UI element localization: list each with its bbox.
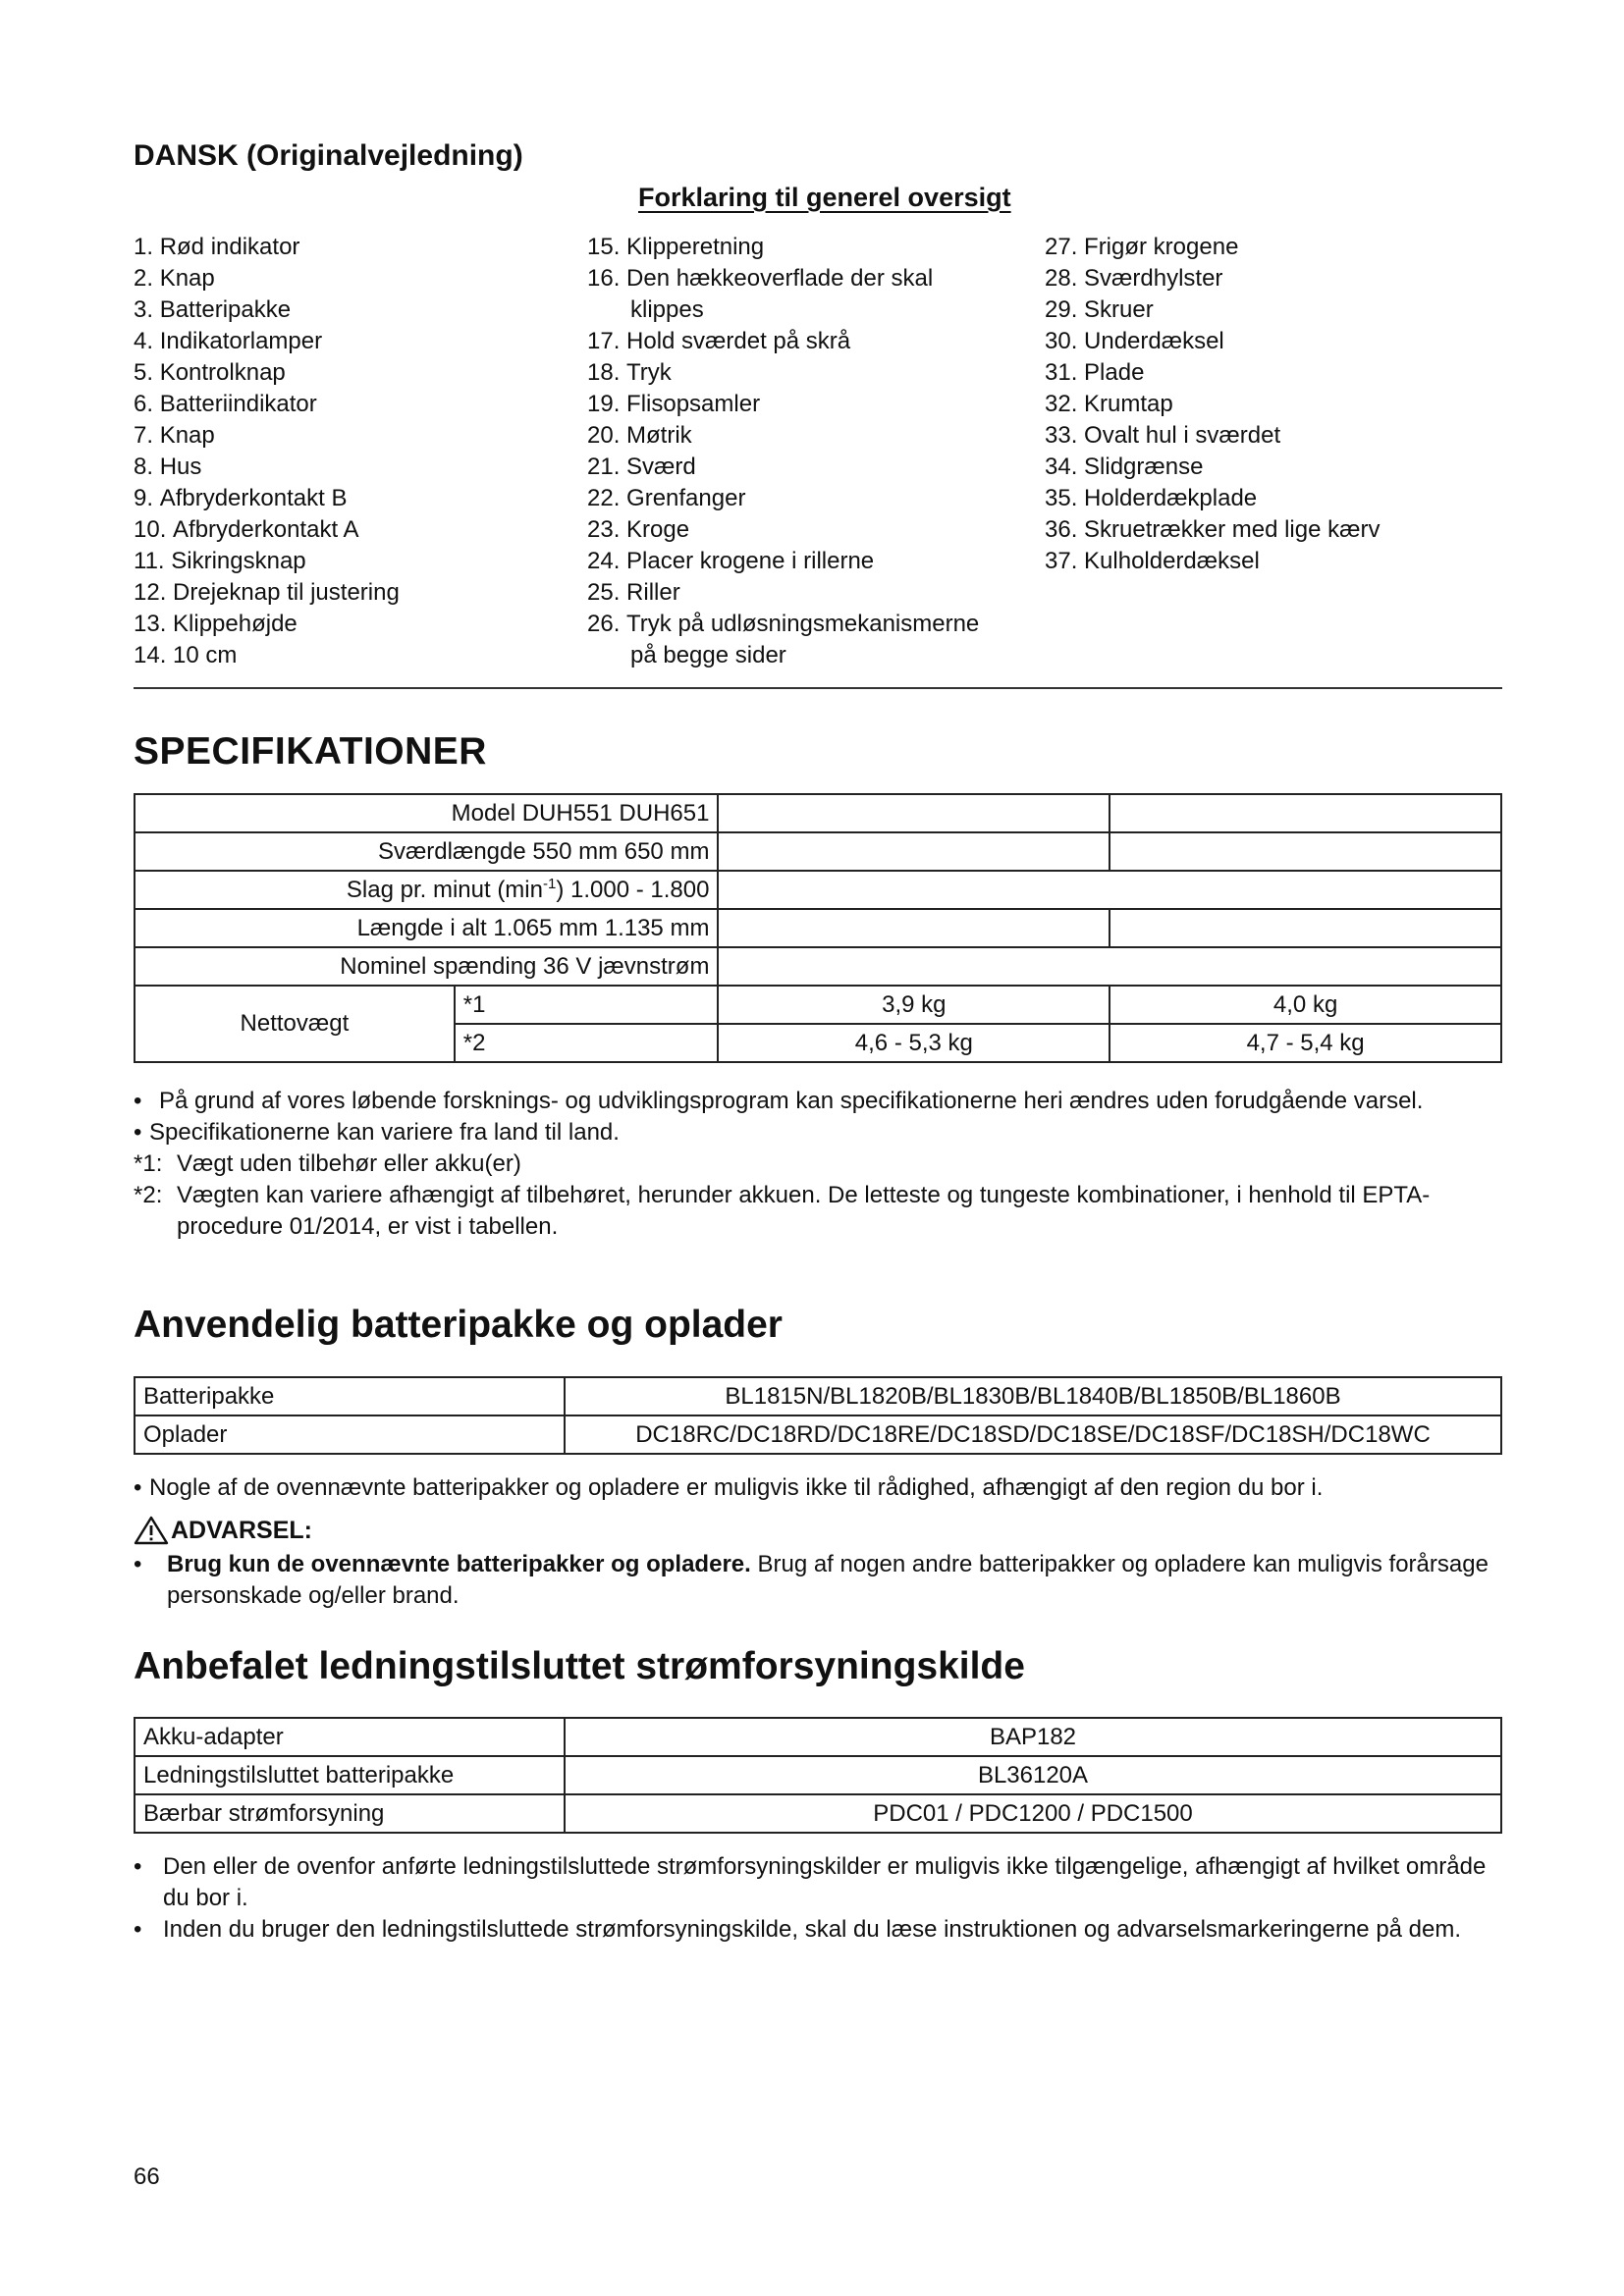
part-number: 12.: [134, 579, 174, 606]
overview-title: Forklaring til generel oversigt: [638, 183, 1011, 212]
spec-row-strokes: [135, 871, 1501, 909]
part-label: Skruetrækker med lige kærv: [1084, 516, 1380, 543]
part-label: Rød indikator: [159, 234, 300, 260]
part-item: [1045, 546, 1496, 577]
part-number: 37.: [1045, 548, 1085, 574]
part-item: [1045, 263, 1496, 294]
part-item: [134, 640, 546, 671]
part-item: [1045, 514, 1496, 546]
part-item: [587, 546, 1019, 577]
part-label: Kontrolknap: [159, 359, 286, 386]
part-number: 1.: [134, 234, 160, 260]
part-number: 23.: [587, 516, 627, 543]
part-label: Drejeknap til justering: [173, 579, 400, 606]
power-source-table: [134, 1717, 1502, 1834]
part-label: Ovalt hul i sværdet: [1084, 422, 1281, 449]
part-item: [134, 514, 546, 546]
part-item: [587, 357, 1019, 389]
part-label: Klipperetning: [626, 234, 765, 260]
part-label: Slidgrænse: [1084, 454, 1204, 480]
corded-battery-label: Ledningstilsluttet batteripakke: [135, 1756, 565, 1794]
weight-footnote-mark-2: *2: [455, 1024, 719, 1062]
part-number: 29.: [1045, 296, 1085, 323]
part-item: [134, 609, 546, 640]
part-number: 6.: [134, 391, 160, 417]
part-number: 20.: [587, 422, 627, 449]
spec-row-voltage: [135, 947, 1501, 986]
part-label: Batteripakke: [159, 296, 292, 323]
part-label: Riller: [626, 579, 680, 606]
part-number: 3.: [134, 296, 160, 323]
part-number: 10.: [134, 516, 174, 543]
part-label: Grenfanger: [626, 485, 746, 511]
charger-row: [135, 1415, 1501, 1454]
parts-column-3: [1045, 232, 1496, 577]
parts-column-1: [134, 232, 546, 671]
part-label: Kroge: [626, 516, 690, 543]
power-source-notes: [134, 1851, 1502, 1946]
spec-voltage-label: Nominel spænding 36 V jævnstrøm: [135, 947, 718, 986]
part-number: 27.: [1045, 234, 1085, 260]
spec-row-blade: [135, 832, 1501, 871]
part-label: 10 cm: [173, 642, 238, 668]
spec-strokes-label: Slag pr. minut $(\min^{-1})$ 1.000 - 1.800: [135, 871, 718, 909]
spec-model-label: Model DUH551 DUH651: [135, 794, 718, 832]
part-label: Sværdhylster: [1084, 265, 1223, 292]
spec-row-length: [135, 909, 1501, 947]
part-item: [134, 483, 546, 514]
part-item: [134, 420, 546, 452]
adapter-value: BAP182: [565, 1718, 1501, 1756]
part-item: [587, 263, 1019, 294]
part-number: 14.: [134, 642, 174, 668]
part-number: 4.: [134, 328, 160, 354]
part-number: 7.: [134, 422, 160, 449]
weight-2-duh551: 4,6 - 5,3 kg: [718, 1024, 1110, 1062]
part-number: 2.: [134, 265, 160, 292]
part-label: Plade: [1084, 359, 1145, 386]
battery-table: [134, 1376, 1502, 1455]
adapter-label: Akku-adapter: [135, 1718, 565, 1756]
part-item: [587, 640, 1019, 671]
part-item: [134, 357, 546, 389]
specifications-table: [134, 793, 1502, 1063]
part-number: 31.: [1045, 359, 1085, 386]
part-number: 24.: [587, 548, 627, 574]
part-label: Indikatorlamper: [159, 328, 323, 354]
part-label: klippes: [630, 296, 704, 323]
part-number: 25.: [587, 579, 627, 606]
part-label: Krumtap: [1084, 391, 1173, 417]
part-number: 22.: [587, 485, 627, 511]
part-label: Kulholderdæksel: [1084, 548, 1260, 574]
spec-note-2: • Specifikationerne kan variere fra land til land.: [134, 1117, 1502, 1148]
part-item: [587, 577, 1019, 609]
part-number: 30.: [1045, 328, 1085, 354]
part-item: [134, 452, 546, 483]
part-number: 32.: [1045, 391, 1085, 417]
part-item: [587, 389, 1019, 420]
part-number: 8.: [134, 454, 160, 480]
part-label: Holderdækplade: [1084, 485, 1258, 511]
bullet: •: [134, 1853, 142, 1880]
part-number: 11.: [134, 548, 172, 574]
spec-length-label: Længde i alt 1.065 mm 1.135 mm: [135, 909, 718, 947]
part-label: Batteriindikator: [159, 391, 317, 417]
part-number: 16.: [587, 265, 627, 292]
part-label: Frigør krogene: [1084, 234, 1239, 260]
bullet: •: [134, 1551, 142, 1577]
spec-blade-label: Sværdlængde 550 mm 650 mm: [135, 832, 718, 871]
power-row-adapter: [135, 1718, 1501, 1756]
spec-row-weight-1: [135, 986, 1501, 1024]
part-item: [1045, 232, 1496, 263]
part-label: Hus: [159, 454, 202, 480]
part-item: [134, 294, 546, 326]
power-row-battery: [135, 1756, 1501, 1794]
part-label: Møtrik: [626, 422, 692, 449]
power-row-portable: [135, 1794, 1501, 1833]
part-item: [1045, 389, 1496, 420]
language-title: DANSK (Originalvejledning): [134, 139, 523, 172]
weight-1-duh551: 3,9 kg: [718, 986, 1110, 1024]
part-item: [1045, 452, 1496, 483]
warning-text: • Brug kun de ovennævnte batteripakker og opladere. Brug af nogen andre batteripakker og opladere kan muligvis forårsage personskade og/eller brand.: [134, 1549, 1502, 1612]
part-number: 36.: [1045, 516, 1085, 543]
part-number: 18.: [587, 359, 627, 386]
corded-battery-value: BL36120A: [565, 1756, 1501, 1794]
part-item: [587, 609, 1019, 640]
charger-label: Oplader: [135, 1415, 565, 1454]
part-item: [134, 577, 546, 609]
part-item: [587, 483, 1019, 514]
part-label: Knap: [159, 422, 215, 449]
charger-value: DC18RC/DC18RD/DC18RE/DC18SD/DC18SE/DC18SF/DC18SH/DC18WC: [565, 1415, 1501, 1454]
page-number: 66: [134, 2163, 160, 2190]
part-label: Klippehøjde: [173, 611, 298, 637]
part-item: [134, 546, 546, 577]
part-number: 33.: [1045, 422, 1085, 449]
spec-row-model: [135, 794, 1501, 832]
power-source-heading: Anbefalet ledningstilsluttet strømforsyningskilde: [134, 1645, 1025, 1687]
part-number: 15.: [587, 234, 627, 260]
weight-footnote-mark-1: *1: [455, 986, 719, 1024]
part-item: [1045, 326, 1496, 357]
battery-note: • Nogle af de ovennævnte batteripakker og opladere er muligvis ikke til rådighed, afhængigt af den region du bor i.: [134, 1472, 1502, 1504]
bullet: •: [134, 1916, 142, 1943]
part-item: [1045, 357, 1496, 389]
battery-label: Batteripakke: [135, 1377, 565, 1415]
footnote-1: *1: Vægt uden tilbehør eller akku(er): [134, 1150, 521, 1177]
part-item: [134, 232, 546, 263]
part-label: Placer krogene i rillerne: [626, 548, 875, 574]
part-label: Hold sværdet på skrå: [626, 328, 851, 354]
weight-1-duh651: 4,0 kg: [1110, 986, 1501, 1024]
part-item: [587, 420, 1019, 452]
part-item: [1045, 483, 1496, 514]
part-item: [1045, 420, 1496, 452]
part-number: 21.: [587, 454, 627, 480]
part-label: Den hækkeoverflade der skal: [626, 265, 934, 292]
part-label: Sikringsknap: [171, 548, 306, 574]
warning-heading: ADVARSEL:: [134, 1516, 312, 1545]
weight-2-duh651: 4,7 - 5,4 kg: [1110, 1024, 1501, 1062]
part-item: [587, 514, 1019, 546]
part-label: Skruer: [1084, 296, 1154, 323]
part-item: [134, 263, 546, 294]
part-label: Afbryderkontakt A: [173, 516, 359, 543]
part-label: Tryk: [626, 359, 672, 386]
battery-value: BL1815N/BL1820B/BL1830B/BL1840B/BL1850B/BL1860B: [565, 1377, 1501, 1415]
part-label: Flisopsamler: [626, 391, 761, 417]
part-number: 19.: [587, 391, 627, 417]
part-item: [587, 294, 1019, 326]
spec-weight-label: Nettovægt: [135, 986, 455, 1062]
spec-note-1: • På grund af vores løbende forsknings- og udviklingsprogram kan specifikationerne heri ændres uden forudgående varsel.: [134, 1086, 1502, 1117]
power-note-2: • Inden du bruger den ledningstilsluttede strømforsyningskilde, skal du læse instruktionen og advarselsmarkeringerne på dem.: [134, 1914, 1502, 1946]
footnote-2: *2: Vægten kan variere afhængigt af tilbehøret, herunder akkuen. De letteste og tungeste kombinationer, i henhold til EPTA-procedure 01/2014, er vist i tabellen.: [134, 1182, 1431, 1240]
battery-heading: Anvendelig batteripakke og oplader: [134, 1304, 783, 1346]
part-label: Afbryderkontakt B: [159, 485, 348, 511]
section-divider: [134, 687, 1502, 689]
part-item: [134, 326, 546, 357]
battery-row: [135, 1377, 1501, 1415]
part-label: Knap: [159, 265, 215, 292]
part-label: på begge sider: [630, 642, 786, 668]
specification-notes: [134, 1086, 1502, 1243]
part-number: 17.: [587, 328, 627, 354]
part-number: 35.: [1045, 485, 1085, 511]
part-item: [134, 389, 546, 420]
part-item: [1045, 294, 1496, 326]
part-number: 26.: [587, 611, 627, 637]
bullet: •: [134, 1119, 142, 1146]
specifications-heading: SPECIFIKATIONER: [134, 730, 487, 773]
part-label: Underdæksel: [1084, 328, 1224, 354]
part-item: [587, 232, 1019, 263]
part-item: [587, 326, 1019, 357]
bullet: •: [134, 1474, 142, 1501]
part-number: 13.: [134, 611, 174, 637]
bullet: •: [134, 1088, 142, 1114]
part-number: 5.: [134, 359, 160, 386]
parts-column-2: [587, 232, 1019, 671]
part-number: 34.: [1045, 454, 1085, 480]
power-note-1: • Den eller de ovenfor anførte ledningstilsluttede strømforsyningskilder er muligvis ikke tilgængelige, afhængigt af hvilket område du bor i.: [134, 1851, 1502, 1914]
part-label: Sværd: [626, 454, 696, 480]
part-label: Tryk på udløsningsmekanismerne: [626, 611, 980, 637]
warning-triangle-icon: [134, 1516, 169, 1545]
part-item: [587, 452, 1019, 483]
part-number: 28.: [1045, 265, 1085, 292]
portable-supply-value: PDC01 / PDC1200 / PDC1500: [565, 1794, 1501, 1833]
part-number: 9.: [134, 485, 160, 511]
portable-supply-label: Bærbar strømforsyning: [135, 1794, 565, 1833]
